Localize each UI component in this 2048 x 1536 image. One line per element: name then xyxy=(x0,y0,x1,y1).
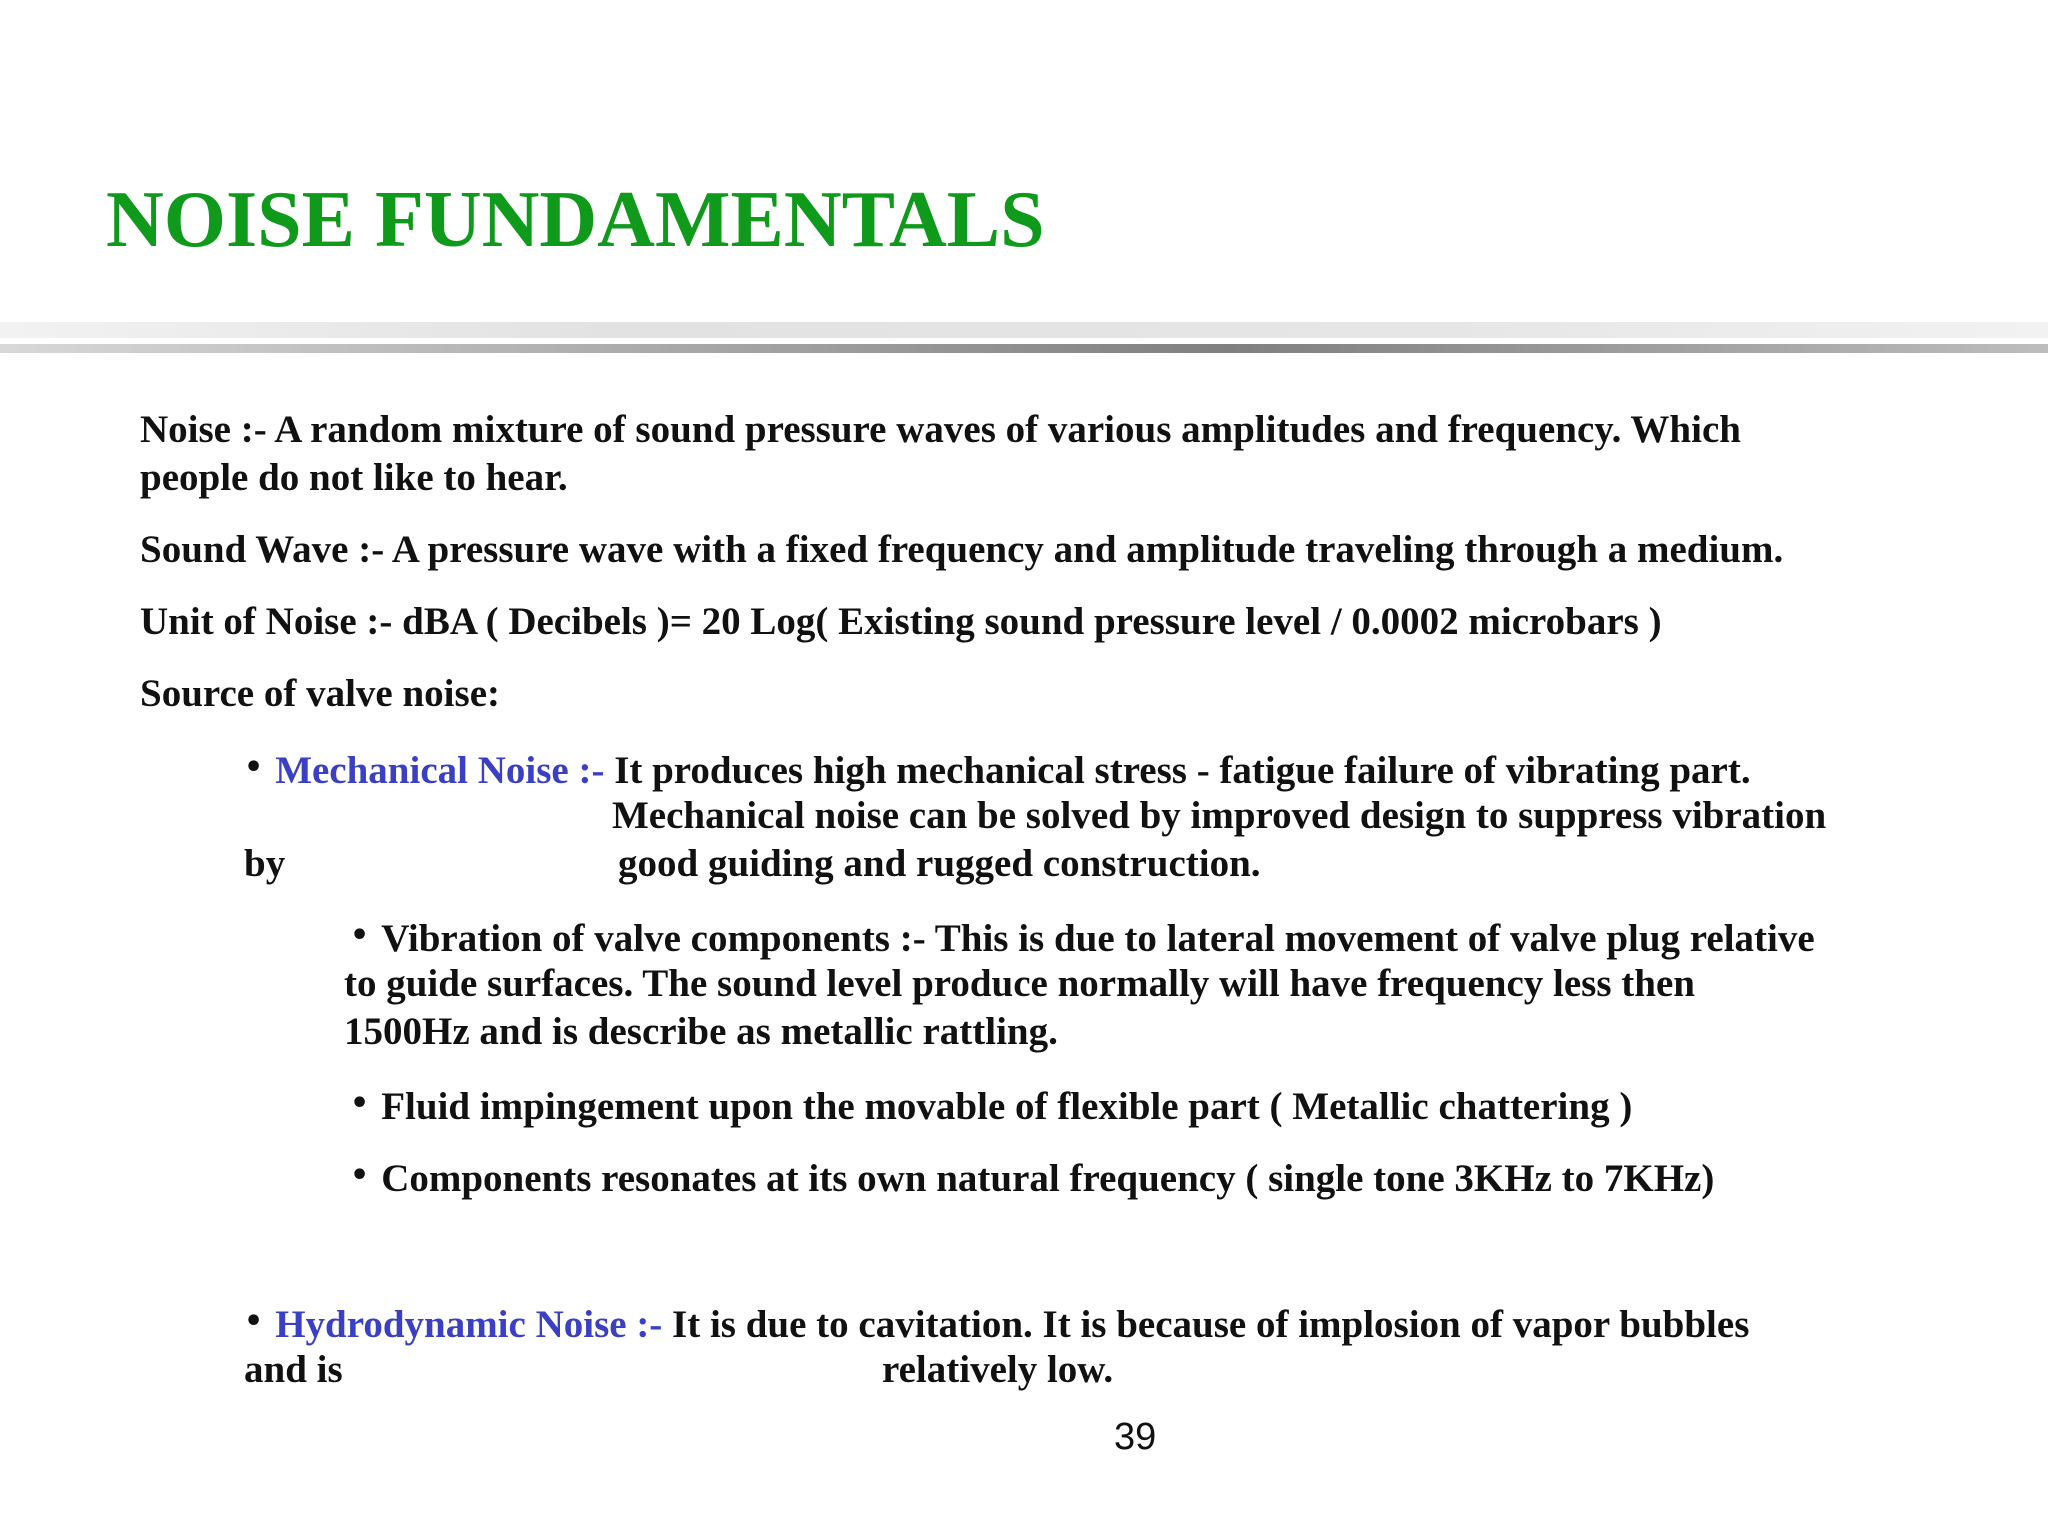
bullet-icon: • xyxy=(350,1086,370,1121)
mechanical-noise-item xyxy=(244,744,1751,795)
unit-of-noise-definition: Unit of Noise :- dBA ( Decibels )= 20 Log( Existing sound pressure level / 0.0002 microbars ) xyxy=(140,600,1662,643)
bullet-icon: • xyxy=(244,1304,264,1339)
sub-item-vibration-line-2: to guide surfaces. The sound level produce normally will have frequency less then xyxy=(344,962,1695,1005)
sub-item-components-resonate xyxy=(350,1152,1714,1203)
sub-item-vibration-line-1 xyxy=(350,912,1815,963)
hydrodynamic-noise-text-line-2-left: and is xyxy=(244,1348,343,1391)
hydrodynamic-noise-item xyxy=(244,1298,1749,1349)
page-number: 39 xyxy=(1114,1416,1157,1458)
mechanical-noise-text-line-3-left: by xyxy=(244,842,286,885)
mechanical-noise-label: Mechanical Noise :- xyxy=(275,749,605,792)
hydrodynamic-noise-text-line-1: It is due to cavitation. It is because of implosion of vapor bubbles xyxy=(672,1303,1750,1346)
noise-definition-line-2: people do not like to hear. xyxy=(140,456,568,499)
sub-item-components-resonate-text: Components resonates at its own natural frequency ( single tone 3KHz to 7KHz) xyxy=(381,1157,1715,1200)
sub-item-vibration-line-3: 1500Hz and is describe as metallic rattling. xyxy=(344,1010,1058,1053)
title-divider-light xyxy=(0,322,2048,338)
sound-wave-definition: Sound Wave :- A pressure wave with a fixed frequency and amplitude traveling through a medium. xyxy=(140,528,1784,571)
mechanical-noise-text-line-2: Mechanical noise can be solved by improved design to suppress vibration xyxy=(612,794,1827,837)
noise-definition-line-1: Noise :- A random mixture of sound pressure waves of various amplitudes and frequency. Which xyxy=(140,408,1741,451)
sub-item-fluid-impingement xyxy=(350,1080,1632,1131)
hydrodynamic-noise-label: Hydrodynamic Noise :- xyxy=(275,1303,663,1346)
sub-item-fluid-impingement-text: Fluid impingement upon the movable of flexible part ( Metallic chattering ) xyxy=(381,1085,1633,1128)
sub-item-vibration-text: Vibration of valve components :- This is due to lateral movement of valve plug relative xyxy=(381,917,1815,960)
bullet-icon: • xyxy=(350,918,370,953)
title-divider-dark xyxy=(0,344,2048,353)
bullet-icon: • xyxy=(350,1158,370,1193)
slide-title: NOISE FUNDAMENTALS xyxy=(106,176,1045,264)
hydrodynamic-noise-text-line-2-right: relatively low. xyxy=(882,1348,1114,1391)
source-of-valve-noise-heading: Source of valve noise: xyxy=(140,672,500,715)
bullet-icon: • xyxy=(244,750,264,785)
mechanical-noise-text-line-3-right: good guiding and rugged construction. xyxy=(618,842,1261,885)
mechanical-noise-text-line-1: It produces high mechanical stress - fatigue failure of vibrating part. xyxy=(614,749,1751,792)
